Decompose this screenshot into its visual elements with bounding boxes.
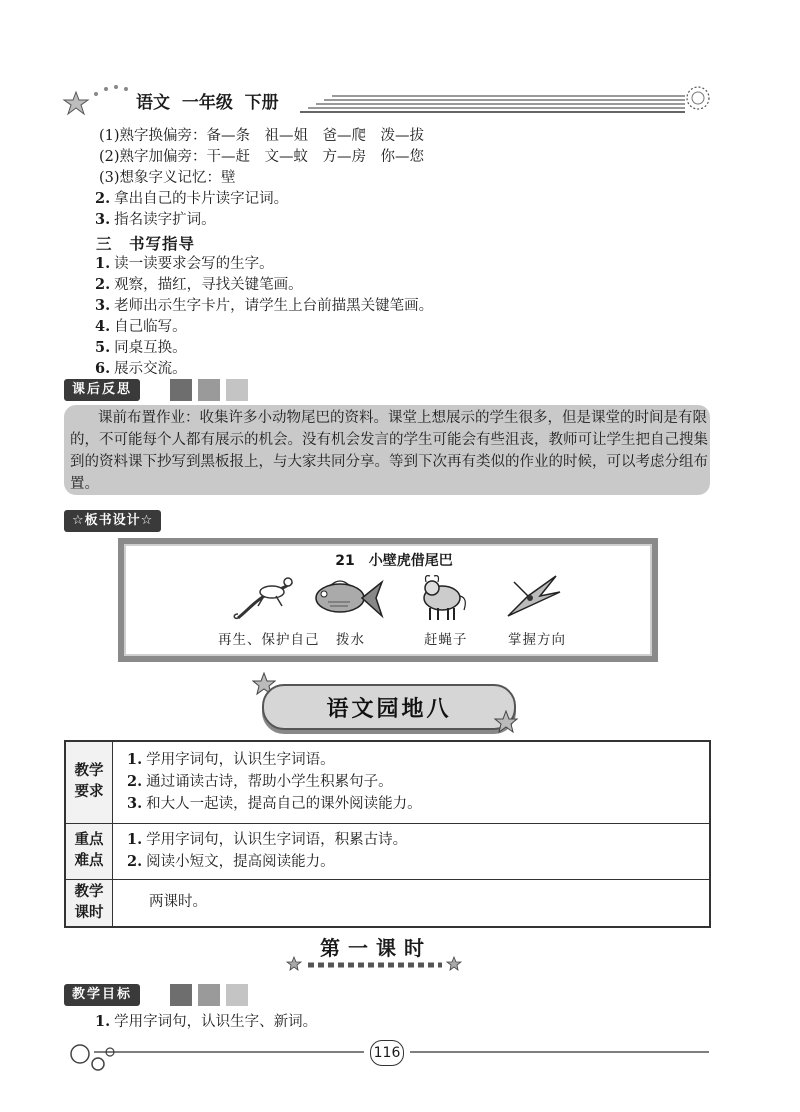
board-caption: 拨水 [336,632,365,648]
gecko-icon [228,570,298,626]
decor-square [170,984,192,1006]
page-number: 116 [370,1040,404,1066]
reflection-label: 课后反思 [64,379,140,401]
list-item: (1)熟字换偏旁：备—条 祖—姐 爸—爬 泼—拔 [99,128,425,144]
list-item: 3. 指名读字扩词。 [95,211,216,228]
header-title: 语文 一年级 下册 [136,93,279,113]
row-content [113,741,711,823]
dashed-underline [286,954,462,974]
star-icon [494,710,518,734]
ox-icon [414,568,470,624]
row-header: 重点 难点 [65,823,113,879]
decor-square [198,379,220,401]
list-item: 5. 同桌互换。 [95,339,187,356]
table-row [65,823,710,879]
list-item: (3)想象字义记忆：壁 [99,170,236,186]
requirements-table [64,740,711,928]
list-item: 1. 学用字词句，认识生字词语，积累古诗。 [127,831,408,848]
table-row [65,741,710,823]
decor-square [226,984,248,1006]
table-row [65,879,710,927]
list-item: 1. 学用字词句，认识生字、新词。 [95,1013,318,1030]
list-item: 1. 读一读要求会写的生字。 [95,255,274,272]
board-caption: 赶蝇子 [424,632,468,648]
row-header: 教学 要求 [65,741,113,823]
banner [262,684,516,730]
list-item: 6. 展示交流。 [95,360,187,377]
decor-square [170,379,192,401]
swallow-icon [500,570,564,622]
objectives-label: 教学目标 [64,984,140,1006]
lesson-title: 第一课时 [320,936,432,960]
reflection-text: 课前布置作业：收集许多小动物尾巴的资料。课堂上想展示的学生很多，但是课堂的时间是有限的，不可能每个人都有展示的机会。没有机会发言的学生可能会有些沮丧，教师可让学生把自己搜集到的资料课下抄写到黑板报上，与大家共同分享。等到下次再有类似的作业的时候，可以考虑分组布置。 [70,410,708,492]
board-title: 21 小壁虎借尾巴 [335,553,453,569]
banner-title: 语文园地八 [326,697,452,722]
list-item: 2. 观察，描红，寻找关键笔画。 [95,276,303,293]
list-item: 4. 自己临写。 [95,318,187,335]
list-item: 1. 学用字词句，认识生字词语。 [127,751,335,769]
decor-square [226,379,248,401]
fish-icon [310,572,386,622]
list-item: 2. 通过诵读古诗，帮助小学生积累句子。 [127,773,393,791]
list-item: (2)熟字加偏旁：干—赶 文—蚊 方—房 你—您 [99,149,425,165]
list-item: 2. 拿出自己的卡片读字记词。 [95,190,289,207]
decor-square [198,984,220,1006]
board-caption: 掌握方向 [508,632,566,648]
board-caption: 再生、保护自己 [218,632,320,648]
list-item: 3. 老师出示生字卡片，请学生上台前描黑关键笔画。 [95,297,434,314]
board-label: ☆板书设计☆ [64,510,161,532]
blackboard [118,538,658,662]
list-item: 3. 和大人一起读，提高自己的课外阅读能力。 [127,795,422,813]
list-item: 两课时。 [149,894,207,911]
row-content [113,823,711,879]
row-header: 教学 课时 [65,879,113,927]
list-item: 2. 阅读小短文，提高阅读能力。 [127,853,335,870]
row-content [113,879,711,927]
section-heading: 三 书写指导 [96,234,196,253]
